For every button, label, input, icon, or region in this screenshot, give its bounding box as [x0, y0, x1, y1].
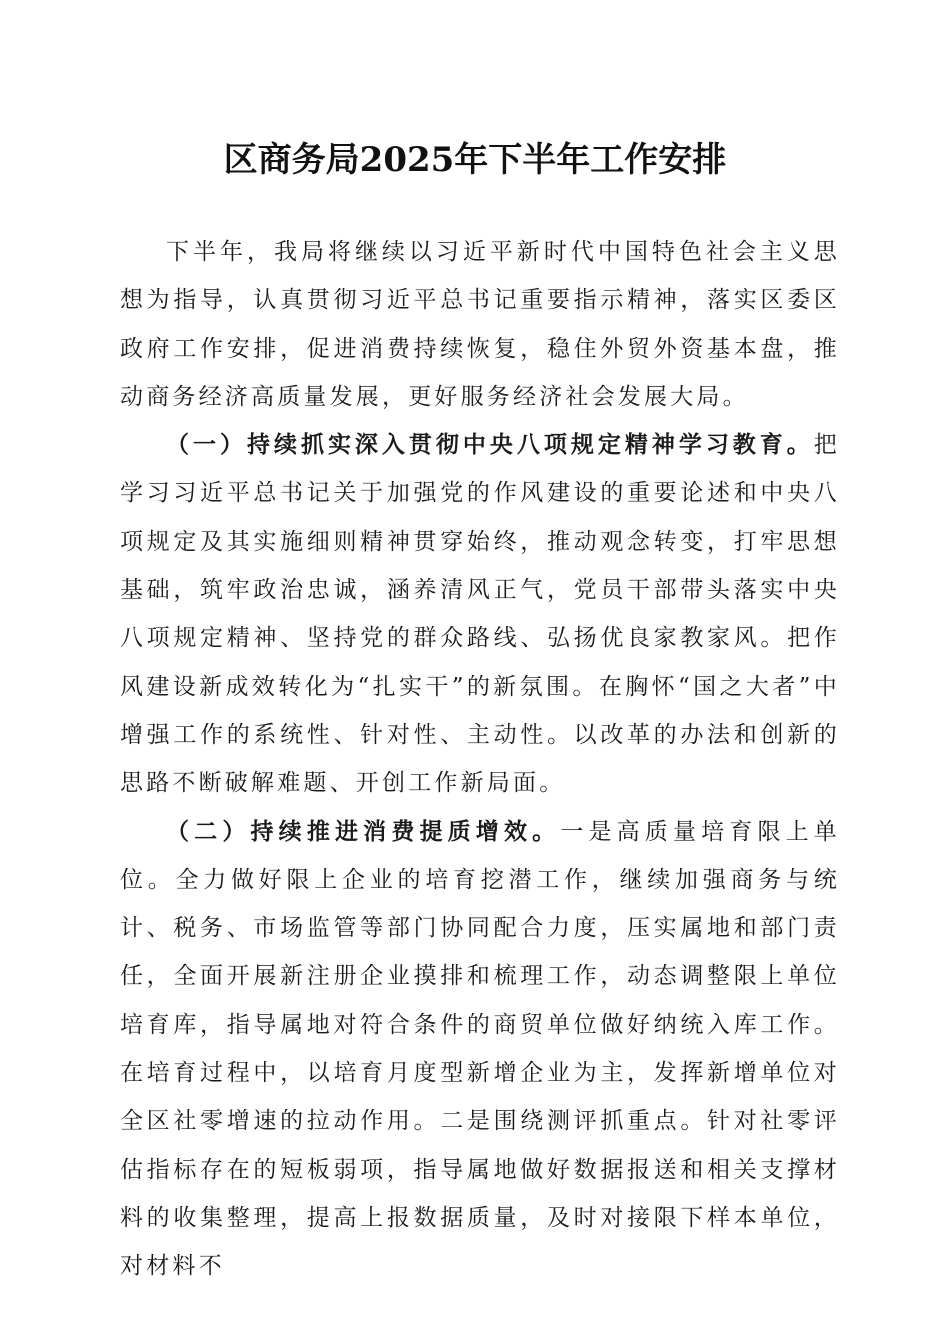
section-1-heading: （一）持续抓实深入贯彻中央八项规定精神学习教育。 [166, 431, 814, 459]
section-1-text: 把学习习近平总书记关于加强党的作风建设的重要论述和中央八项规定及其实施细则精神贯穿始终，推动观念转变，打牢思想基础，筑牢政治忠诚，涵养清风正气，党员干部带头落实中央八项规定精神、坚持党的群众路线、弘扬优良家教家风。把作风建设新成效转化为“扎实干”的新氛围。在胸怀“国之大者”中增强工作的系统性、针对性、主动性。以改革的办法和创新的思路不断破解难题、开创工作新局面。 [120, 432, 840, 797]
paragraph-intro-text: 下半年，我局将继续以习近平新时代中国特色社会主义思想为指导，认真贯彻习近平总书记重要指示精神，落实区委区政府工作安排，促进消费持续恢复，稳住外贸外资基本盘，推动商务经济高质量发展，更好服务经济社会发展大局。 [120, 239, 840, 410]
section-2-heading: （二）持续推进消费提质增效。 [166, 817, 561, 845]
section-2-text: 一是高质量培育限上单位。全力做好限上企业的培育挖潜工作，继续加强商务与统计、税务、市场监管等部门协同配合力度，压实属地和部门责任，全面开展新注册企业摸排和梳理工作，动态调整限上单位培育库，指导属地对符合条件的商贸单位做好纳统入库工作。在培育过程中，以培育月度型新增企业为主，发挥新增单位对全区社零增速的拉动作用。二是围绕测评抓重点。针对社零评估指标存在的短板弱项，指导属地做好数据报送和相关支撑材料的收集整理，提高上报数据质量，及时对接限下样本单位，对材料不 [120, 818, 840, 1280]
paragraph-section-1 [120, 421, 840, 807]
document-title: 区商务局2025年下半年工作安排 [223, 140, 727, 180]
document-body [120, 228, 840, 1291]
paragraph-section-2 [120, 808, 840, 1291]
paragraph-intro [120, 228, 840, 421]
